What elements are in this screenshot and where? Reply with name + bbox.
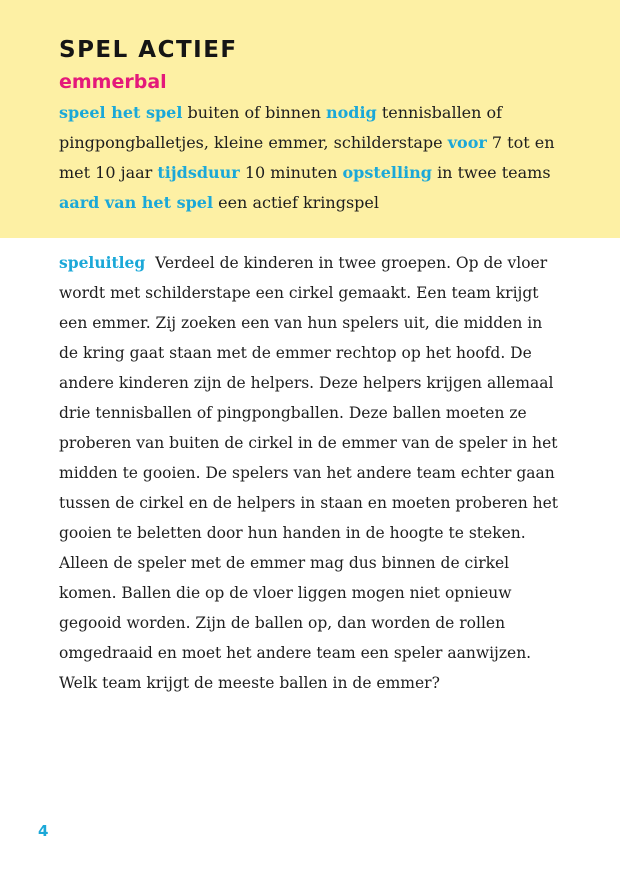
aard-value: een actief kringspel	[218, 193, 380, 212]
tijdsduur-label: tijdsduur	[157, 163, 240, 182]
voor-label: voor	[447, 133, 487, 152]
page-number: 4	[38, 822, 49, 840]
nodig-label: nodig	[325, 103, 377, 122]
voor-value: 7 tot en met 10 jaar	[59, 133, 555, 182]
opstelling-label: opstelling	[342, 163, 432, 182]
speluitleg-label: speluitleg	[59, 253, 146, 272]
game-explanation	[59, 248, 563, 698]
speel-value: buiten of binnen	[187, 103, 321, 122]
game-name: emmerbal	[59, 71, 167, 93]
game-info	[59, 98, 559, 218]
speel-label: speel het spel	[59, 103, 183, 122]
aard-label: aard van het spel	[59, 193, 214, 212]
opstelling-value: in twee teams	[437, 163, 551, 182]
speluitleg-text: Verdeel de kinderen in twee groepen. Op de vloer wordt met schilderstape een cirkel gemaakt. Een team krijgt een emmer. Zij zoeken een van hun spelers uit, die midden in de kring gaat staan met de emmer rechtop op het hoofd. De andere kinderen zijn de helpers. Deze helpers krijgen allemaal drie tennisballen of pingpongballen. Deze ballen moeten ze proberen van buiten de cirkel in de emmer van de speler in het midden te gooien. De spelers van het andere team echter gaan tussen de cirkel en de helpers in staan en moeten proberen het gooien te beletten door hun handen in de hoogte te steken. Alleen de speler met de emmer mag dus binnen de cirkel komen. Ballen die op de vloer liggen mogen niet opnieuw gegooid worden. Zijn de ballen op, dan worden de rollen omgedraaid en moet het andere team een speler aanwijzen. Welk team krijgt de meeste ballen in de emmer?	[59, 254, 558, 692]
tijdsduur-value: 10 minuten	[244, 163, 338, 182]
section-title: SPEL ACTIEF	[59, 37, 238, 63]
nodig-value: tennisballen of pingpongballetjes, kleine emmer, schilderstape	[59, 103, 503, 152]
